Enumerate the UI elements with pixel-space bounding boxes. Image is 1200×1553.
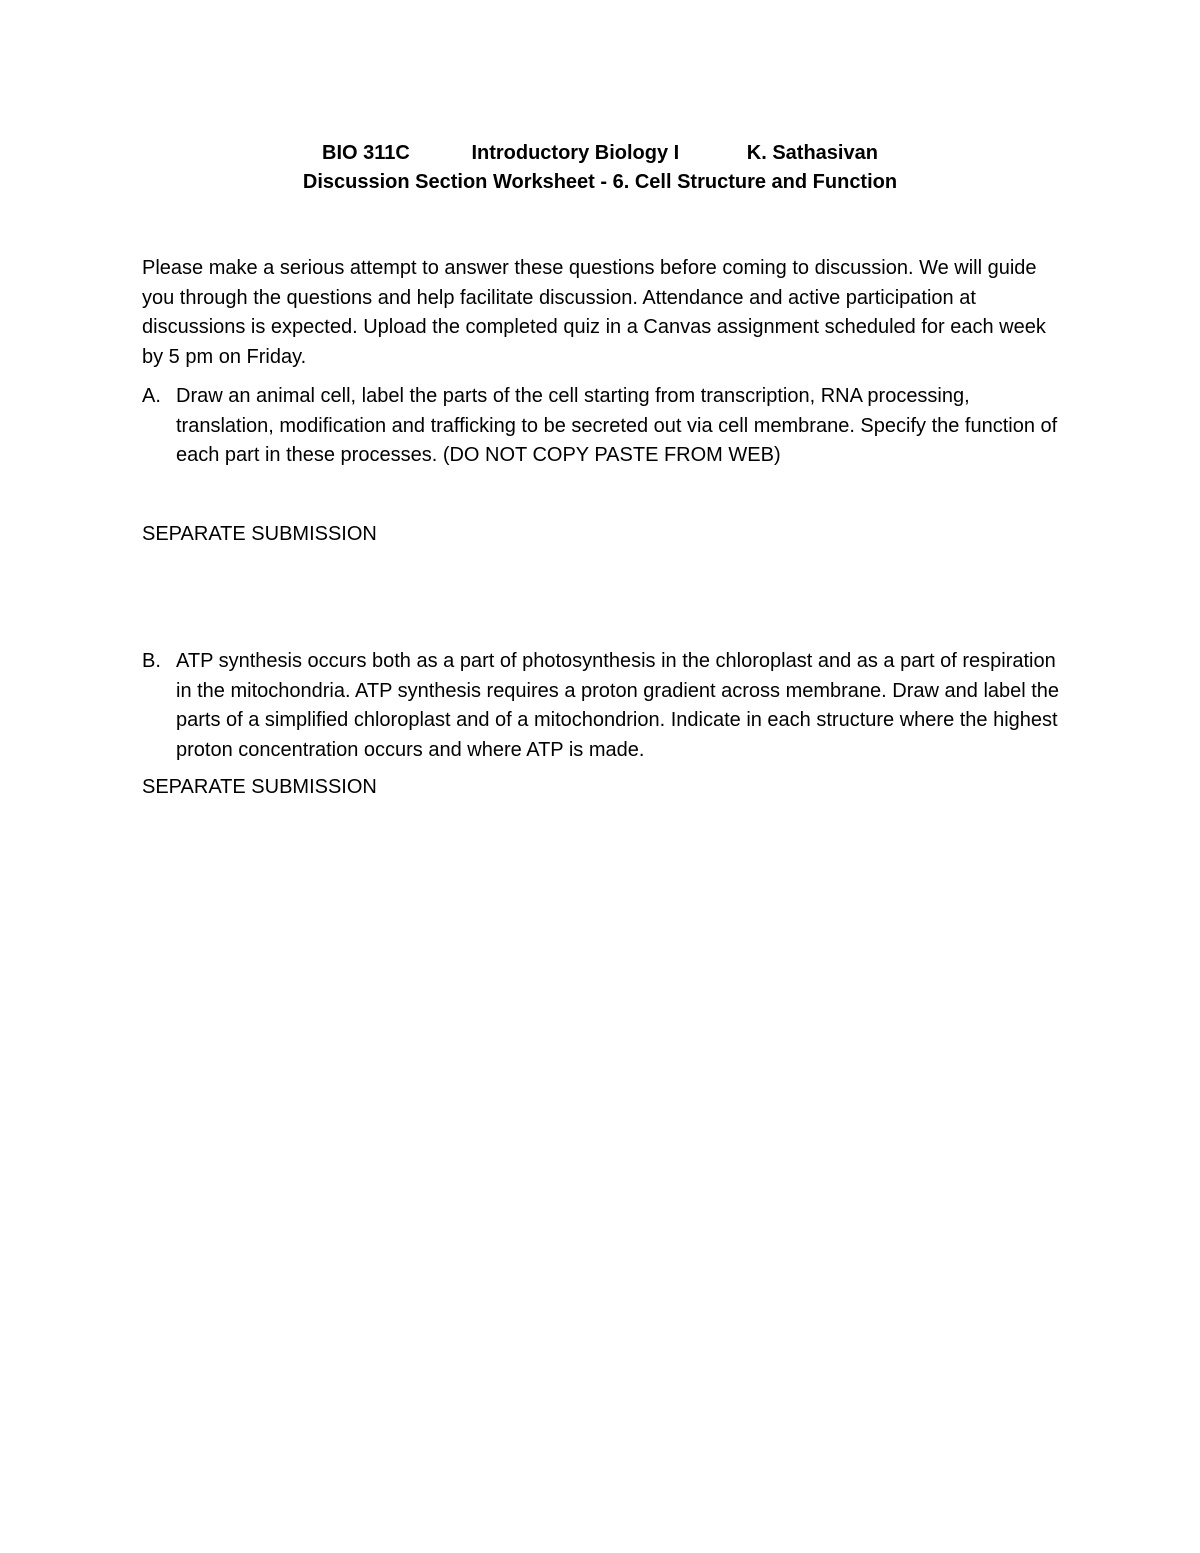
worksheet-title: Discussion Section Worksheet - 6. Cell Structure and Function — [302, 171, 898, 193]
question-text: ATP synthesis occurs both as a part of photosynthesis in the chloroplast and as a part of respiration in the mitochondria. ATP synthesis requires a proton gradient across membrane. Draw and label the parts of a simplified chloroplast and of a mitochondrion. Indicate in each structure where the highest proton concentration occurs and where ATP is made. — [176, 650, 1060, 761]
submission-note-b: SEPARATE SUBMISSION — [142, 776, 377, 798]
question-text: Draw an animal cell, label the parts of the cell starting from transcription, RNA processing, translation, modification and trafficking to be secreted out via cell membrane. Specify the function of each part in these processes. (DO NOT COPY PASTE FROM WEB) — [176, 385, 1058, 466]
submission-note-a: SEPARATE SUBMISSION — [142, 523, 377, 545]
question-letter: B. — [142, 650, 161, 672]
course-code: BIO 311C — [322, 142, 410, 164]
course-header — [0, 138, 1200, 168]
question-b — [142, 647, 1072, 765]
course-title: Introductory Biology I — [471, 142, 680, 164]
question-letter: A. — [142, 385, 161, 407]
intro-paragraph: Please make a serious attempt to answer these questions before coming to discussion. We will guide you through the questions and help facilitate discussion. Attendance and active participation at discussions is expected. Upload the completed quiz in a Canvas assignment scheduled for each week by 5 pm on Friday. — [142, 257, 1046, 368]
question-a — [142, 382, 1072, 471]
instructor-name: K. Sathasivan — [746, 142, 878, 164]
